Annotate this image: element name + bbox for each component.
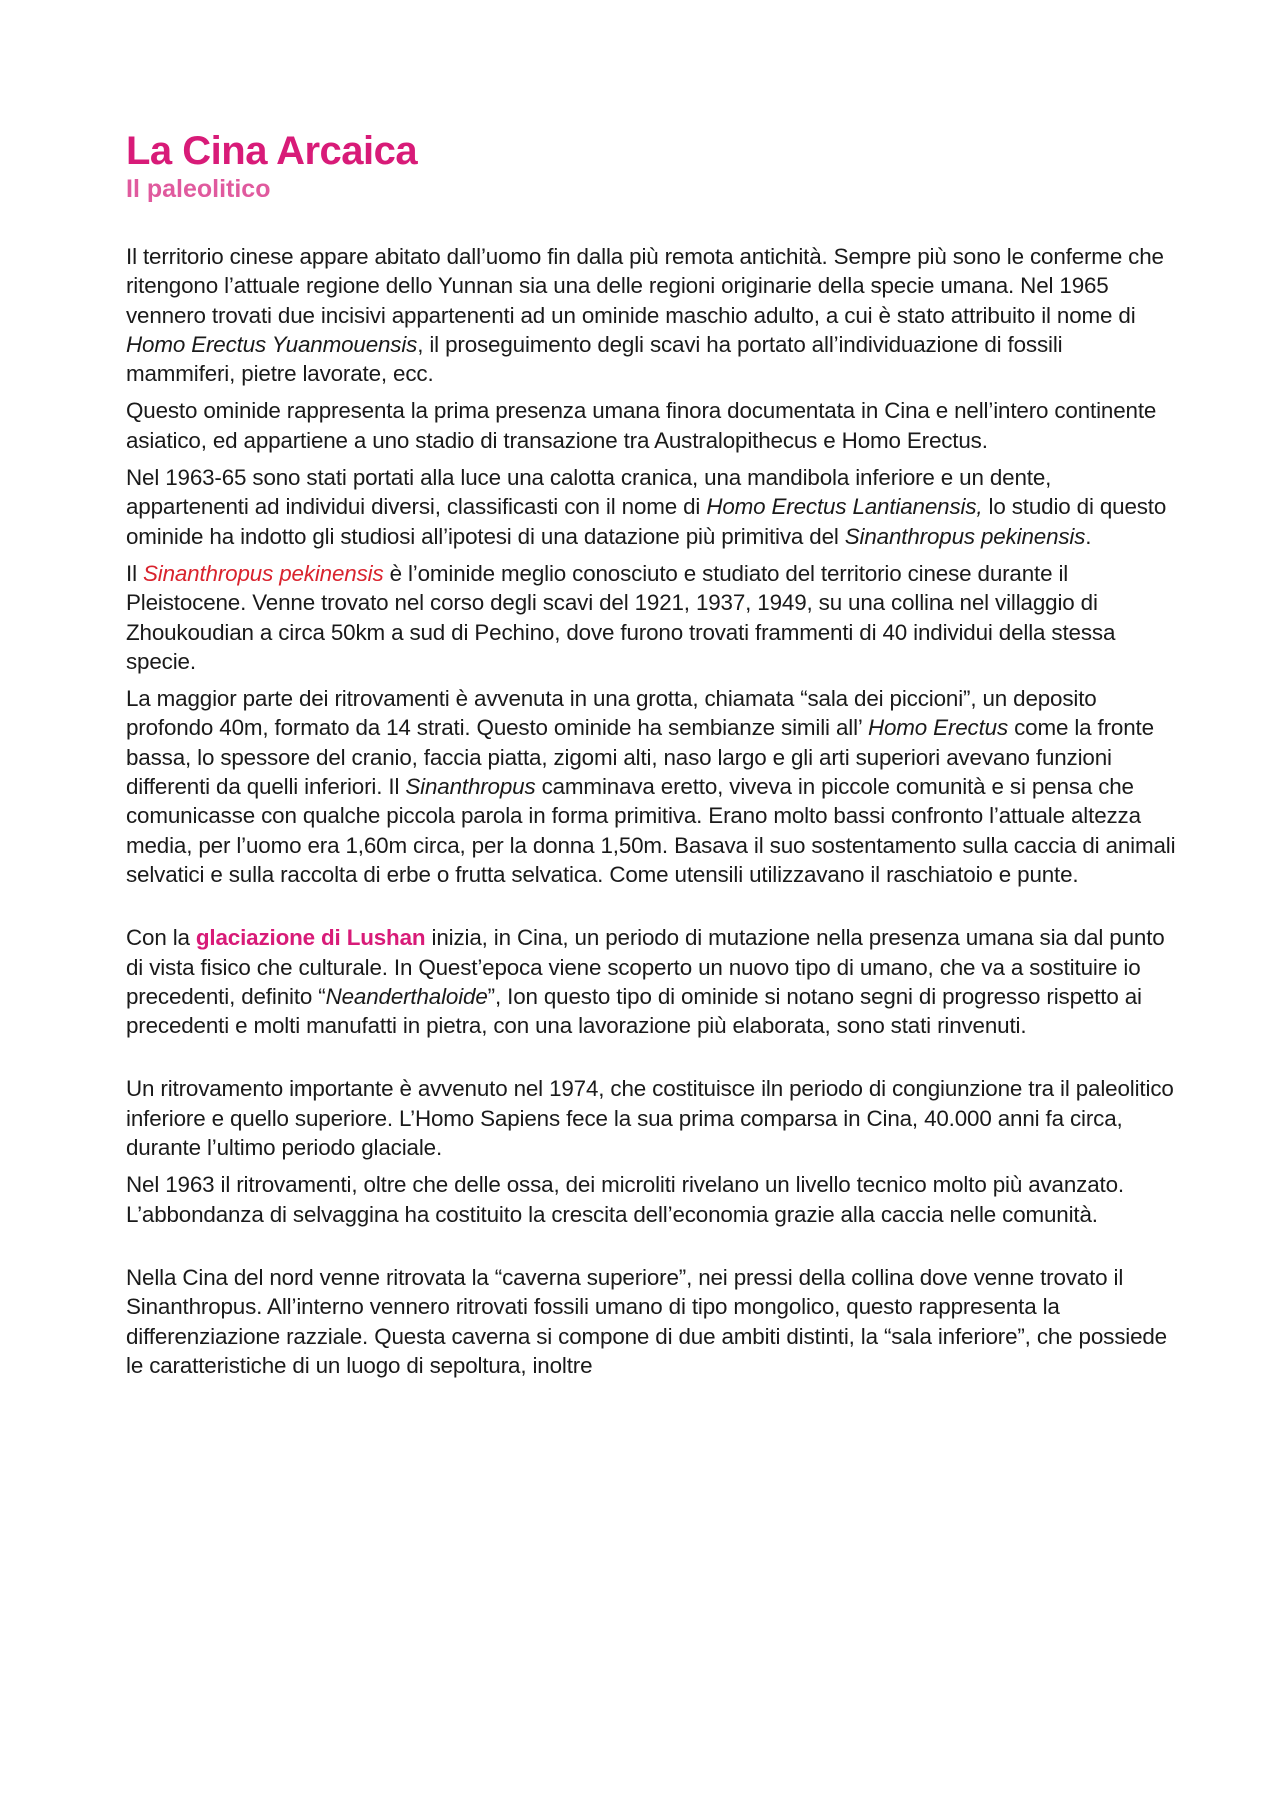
paragraph-9: Nella Cina del nord venne ritrovata la “caverna superiore”, nei pressi della collina dove venne trovato il Sinanthropus. All’interno vennero ritrovati fossili umano di tipo mongolico, questo rappresenta la differenziazione razziale. Questa caverna si compone di due ambiti distinti, la “sala inferiore”, che possiede le caratteristiche di un luogo di sepoltura, inoltre xyxy=(126,1264,1167,1378)
italic-term: Homo Erectus Lantianensis, xyxy=(706,494,983,520)
text-run: inizia, in Cina, un periodo di mutazione nella presenza umana sia dal punto di vista fisico che culturale. In Quest’epoca viene scoperto un nuovo tipo di umano, che va a sostituire io precedenti, definito “ xyxy=(126,925,1165,1009)
document-page xyxy=(126,128,1176,1388)
italic-term: Sinanthropus xyxy=(405,774,536,800)
paragraph-1 xyxy=(126,242,1176,388)
highlighted-term: Sinanthropus pekinensis xyxy=(142,560,384,586)
paragraph-6 xyxy=(126,923,1176,1040)
text-run: , il proseguimento degli scavi ha portato all’individuazione di fossili mammiferi, pietre lavorate, ecc. xyxy=(126,331,1063,387)
paragraph-3 xyxy=(126,463,1176,551)
text-run: è l’ominide meglio conosciuto e studiato del territorio cinese durante il Pleistocene. Venne trovato nel corso degli scavi del 1921, 1937, 1949, su una collina nel villaggio di Zhoukoudian a circa 50km a sud di Pechino, dove furono trovati frammenti di 40 individui della stessa specie. xyxy=(126,560,1116,674)
text-run: lo studio di questo ominide ha indotto gli studiosi all’ipotesi di una datazione più primitiva del xyxy=(126,494,1167,549)
paragraph-7: Un ritrovamento importante è avvenuto nel 1974, che costituisce iln periodo di congiunzione tra il paleolitico inferiore e quello superiore. L’Homo Sapiens fece la sua prima comparsa in Cina, 40.000 anni fa circa, durante l’ultimo periodo glaciale. xyxy=(126,1076,1174,1161)
paragraph-8: Nel 1963 il ritrovamenti, oltre che delle ossa, dei microliti rivelano un livello tecnico molto più avanzato. L’abbondanza di selvaggina ha costituito la crescita dell’economia grazie alla caccia nelle comunità. xyxy=(126,1172,1124,1227)
page-title: La Cina Arcaica xyxy=(126,129,418,173)
paragraph-5 xyxy=(126,684,1176,889)
text-run: Il territorio cinese appare abitato dall’uomo fin dalla più remota antichità. Sempre più sono le conferme che ritengono l’attuale regione dello Yunnan sia una delle regioni originarie della specie umana. Nel 1965 vennero trovati due incisivi appartenenti ad un ominide maschio adulto, a cui è stato attribuito il nome di xyxy=(126,244,1164,328)
italic-term: Sinanthropus pekinensis xyxy=(844,523,1086,549)
paragraph-4 xyxy=(126,559,1176,676)
text-run: come la fronte bassa, lo spessore del cranio, faccia piatta, zigomi alti, naso largo e gli arti superiori avevano funzioni differenti da quelli inferiori. Il xyxy=(126,715,1154,800)
paragraph-2: Questo ominide rappresenta la prima presenza umana finora documentata in Cina e nell’intero continente asiatico, ed appartiene a uno stadio di transazione tra Australopithecus e Homo Erectus. xyxy=(126,398,1157,453)
page-subtitle: Il paleolitico xyxy=(126,175,271,203)
italic-term: Homo Erectus Yuanmouensis xyxy=(126,331,418,357)
text-run: camminava eretto, viveva in piccole comunità e si pensa che comunicasse con qualche piccola parola in forma primitiva. Erano molto bassi confronto l’attuale altezza media, per l’uomo era 1,60m circa, per la donna 1,50m. Basava il suo sostentamento sulla caccia di animali selvatici e sulla raccolta di erbe o frutta selvatica. Come utensili utilizzavano il raschiatoio e punte. xyxy=(126,774,1176,887)
document-body xyxy=(126,242,1176,1380)
text-run: Nel 1963-65 sono stati portati alla luce una calotta cranica, una mandibola inferiore e un dente, appartenenti ad individui diversi, classificasti con il nome di xyxy=(126,465,1052,520)
text-run: ”, Ion questo tipo di ominide si notano segni di progresso rispetto ai precedenti e molti manufatti in pietra, con una lavorazione più elaborata, sono stati rinvenuti. xyxy=(126,983,1142,1039)
text-run: La maggior parte dei ritrovamenti è avvenuta in una grotta, chiamata “sala dei piccioni”, un deposito profondo 40m, formato da 14 strati. Questo ominide ha sembianze simili all’ xyxy=(126,686,1097,741)
text-run: . xyxy=(1085,523,1092,549)
highlighted-term: glaciazione di Lushan xyxy=(195,925,426,951)
text-run: Con la xyxy=(126,925,196,951)
italic-term: Homo Erectus xyxy=(867,715,1009,741)
text-run: Il xyxy=(126,560,143,586)
italic-term: Neanderthaloide xyxy=(325,983,488,1009)
